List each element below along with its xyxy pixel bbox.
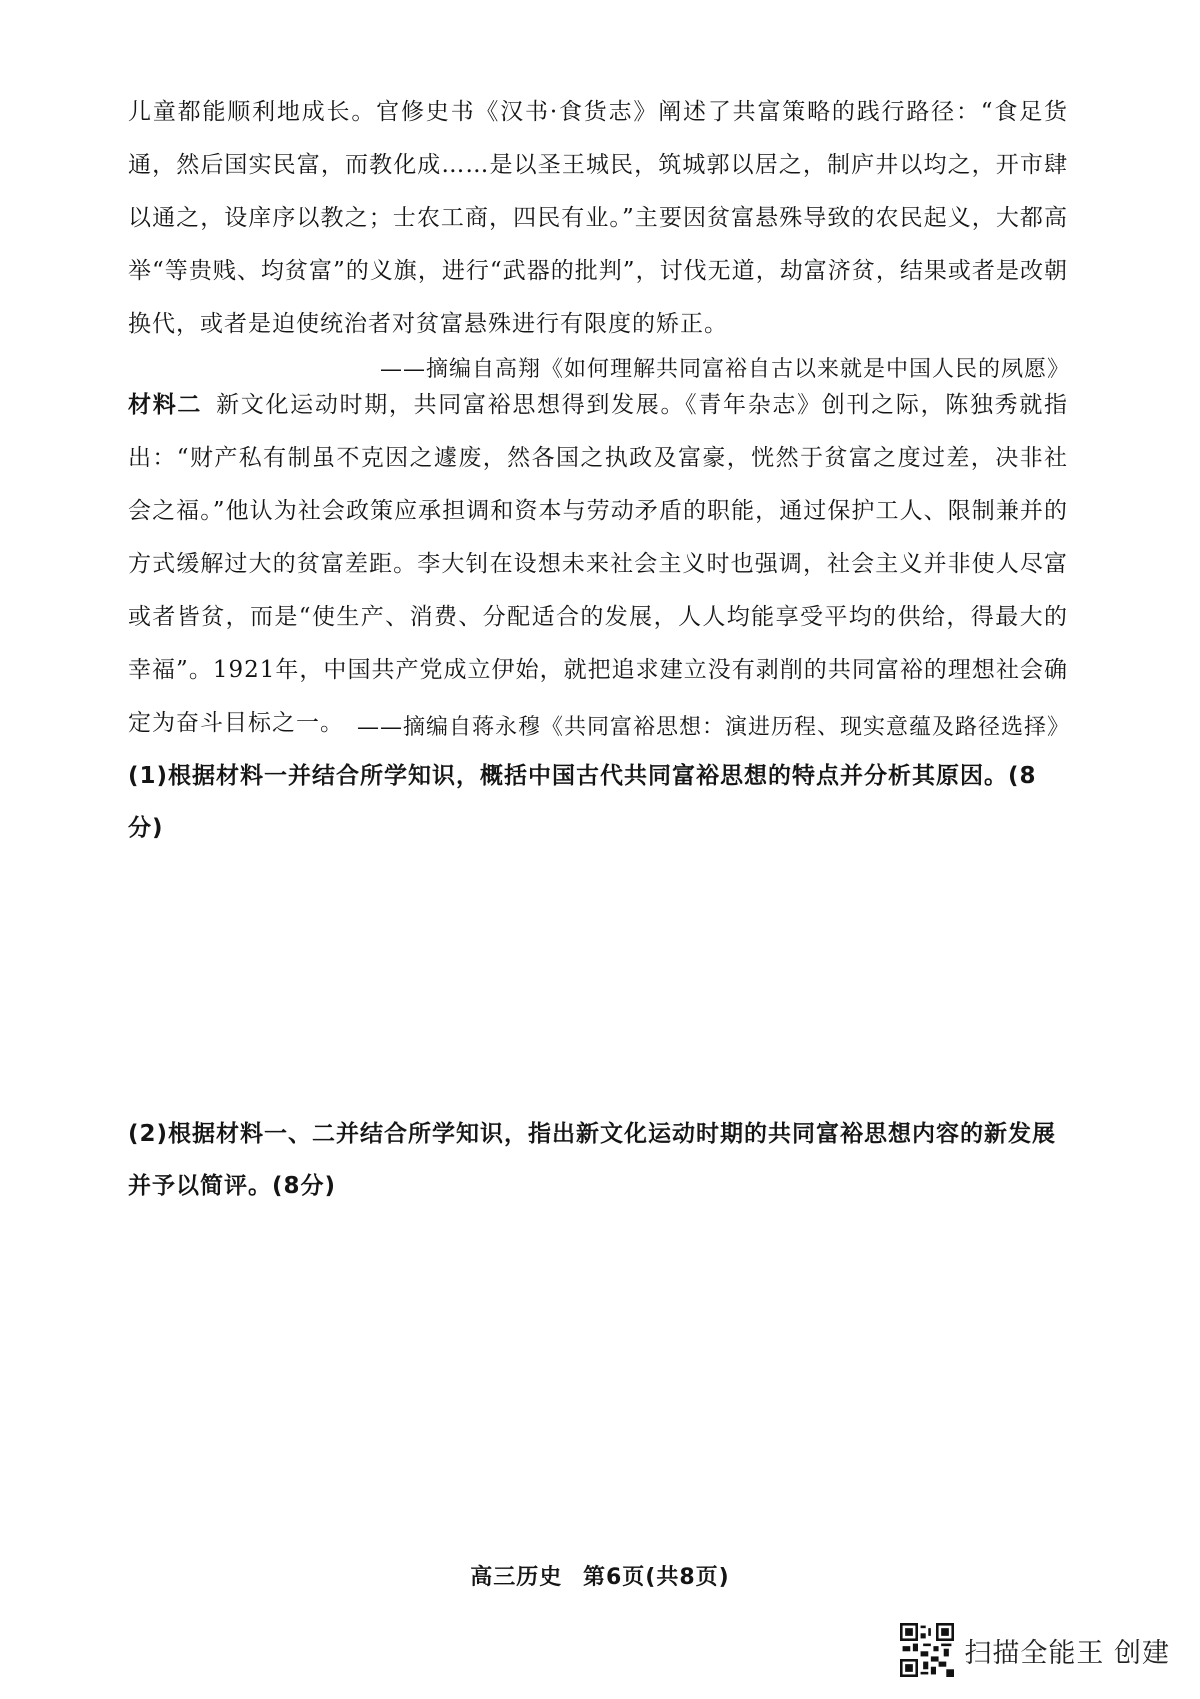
question-1: (1)根据材料一并结合所学知识，概括中国古代共同富裕思想的特点并分析其原因。(8分) <box>128 763 1037 841</box>
watermark-text: 扫描全能王 创建 <box>964 1637 1170 1669</box>
material-two <box>128 378 1068 750</box>
page-footer <box>0 1560 1200 1591</box>
material-one-source: ——摘编自高翔《如何理解共同富裕自古以来就是中国人民的夙愿》 <box>379 357 1070 382</box>
material-one-text: 儿童都能顺利地成长。官修史书《汉书·食货志》阐述了共富策略的践行路径：“食足货通，然后国实民富，而教化成……是以圣王城民，筑城郭以居之，制庐井以均之，开市肆以通之，设庠序以教之；士农工商，四民有业。”主要因贫富悬殊导致的农民起义，大都高举“等贵贱、均贫富”的义旗，进行“武器的批判”，讨伐无道，劫富济贫，结果或者是改朝换代，或者是迫使统治者对贫富悬殊进行有限度的矫正。 <box>128 99 1068 337</box>
answer-area-2 <box>128 1220 1068 1540</box>
material-two-source: ——摘编自蒋永穆《共同富裕思想：演进历程、现实意蕴及路径选择》 <box>356 715 1070 740</box>
question-2: (2)根据材料一、二并结合所学知识，指出新文化运动时期的共同富裕思想内容的新发展并予以简评。(8分) <box>128 1121 1057 1199</box>
material-two-text: 新文化运动时期，共同富裕思想得到发展。《青年杂志》创刊之际，陈独秀就指出：“财产私有制虽不克因之遽废，然各国之执政及富豪，恍然于贫富之度过差，决非社会之福。”他认为社会政策应承担调和资本与劳动矛盾的职能，通过保护工人、限制兼并的方式缓解过大的贫富差距。李大钊在设想未来社会主义时也强调，社会主义并非使人尽富或者皆贫，而是“使生产、消费、分配适合的发展，人人均能享受平均的供给，得最大的幸福”。1921年，中国共产党成立伊始，就把追求建立没有剥削的共同富裕的理想社会确定为奋斗目标之一。 <box>128 392 1069 736</box>
qr-code-icon <box>900 1623 954 1677</box>
footer-subject: 高三历史 <box>470 1565 563 1590</box>
answer-area-1 <box>128 810 1068 1090</box>
material-two-label: 材料二 <box>128 391 203 418</box>
scanner-watermark <box>900 1623 1170 1677</box>
footer-page-info: 第6页(共8页) <box>582 1565 730 1590</box>
